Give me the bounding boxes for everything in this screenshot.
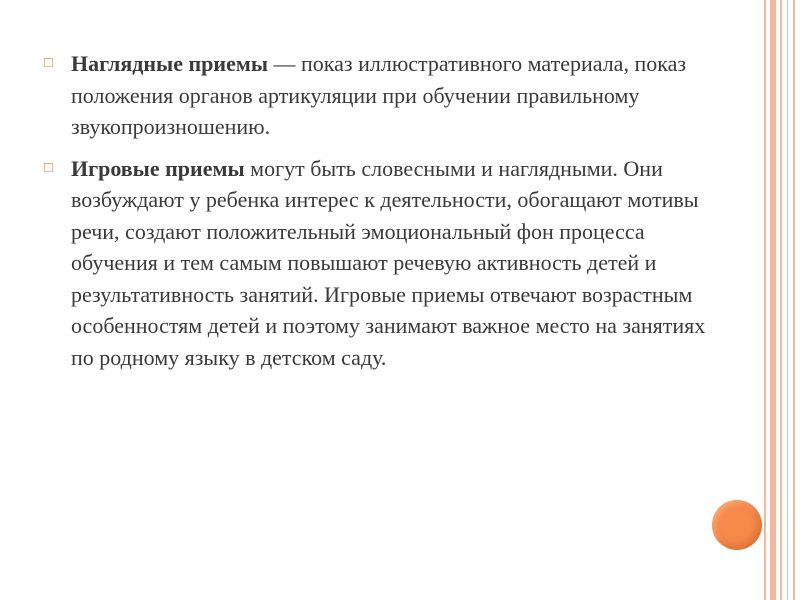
slide-body — [44, 48, 724, 383]
bullet-text — [71, 153, 724, 374]
decorative-stripes — [763, 0, 800, 600]
bullet-heading: Наглядные приемы — [71, 51, 268, 76]
decorative-circle — [712, 500, 762, 550]
bullet-square-icon: □ — [44, 159, 54, 176]
list-item — [44, 48, 724, 143]
bullet-square-icon: □ — [44, 55, 54, 71]
bullet-text — [71, 48, 724, 143]
bullet-heading: Игровые приемы — [71, 155, 245, 181]
bullet-body: — показ иллюстративного материала, показ положения органов артикуляции при обучении правильному звукопроизношению. — [71, 51, 687, 139]
list-item — [44, 153, 724, 374]
bullet-body: могут быть словесными и наглядными. Они возбуждают у ребенка интерес к деятельности, обогащают мотивы речи, создают положительный эмоциональный фон процесса обучения и тем самым повышают речевую активность детей и результативность занятий. Игровые приемы отвечают возрастным особенностям детей и поэтому занимают важное место на занятиях по родному языку в детском саду. — [71, 155, 706, 370]
